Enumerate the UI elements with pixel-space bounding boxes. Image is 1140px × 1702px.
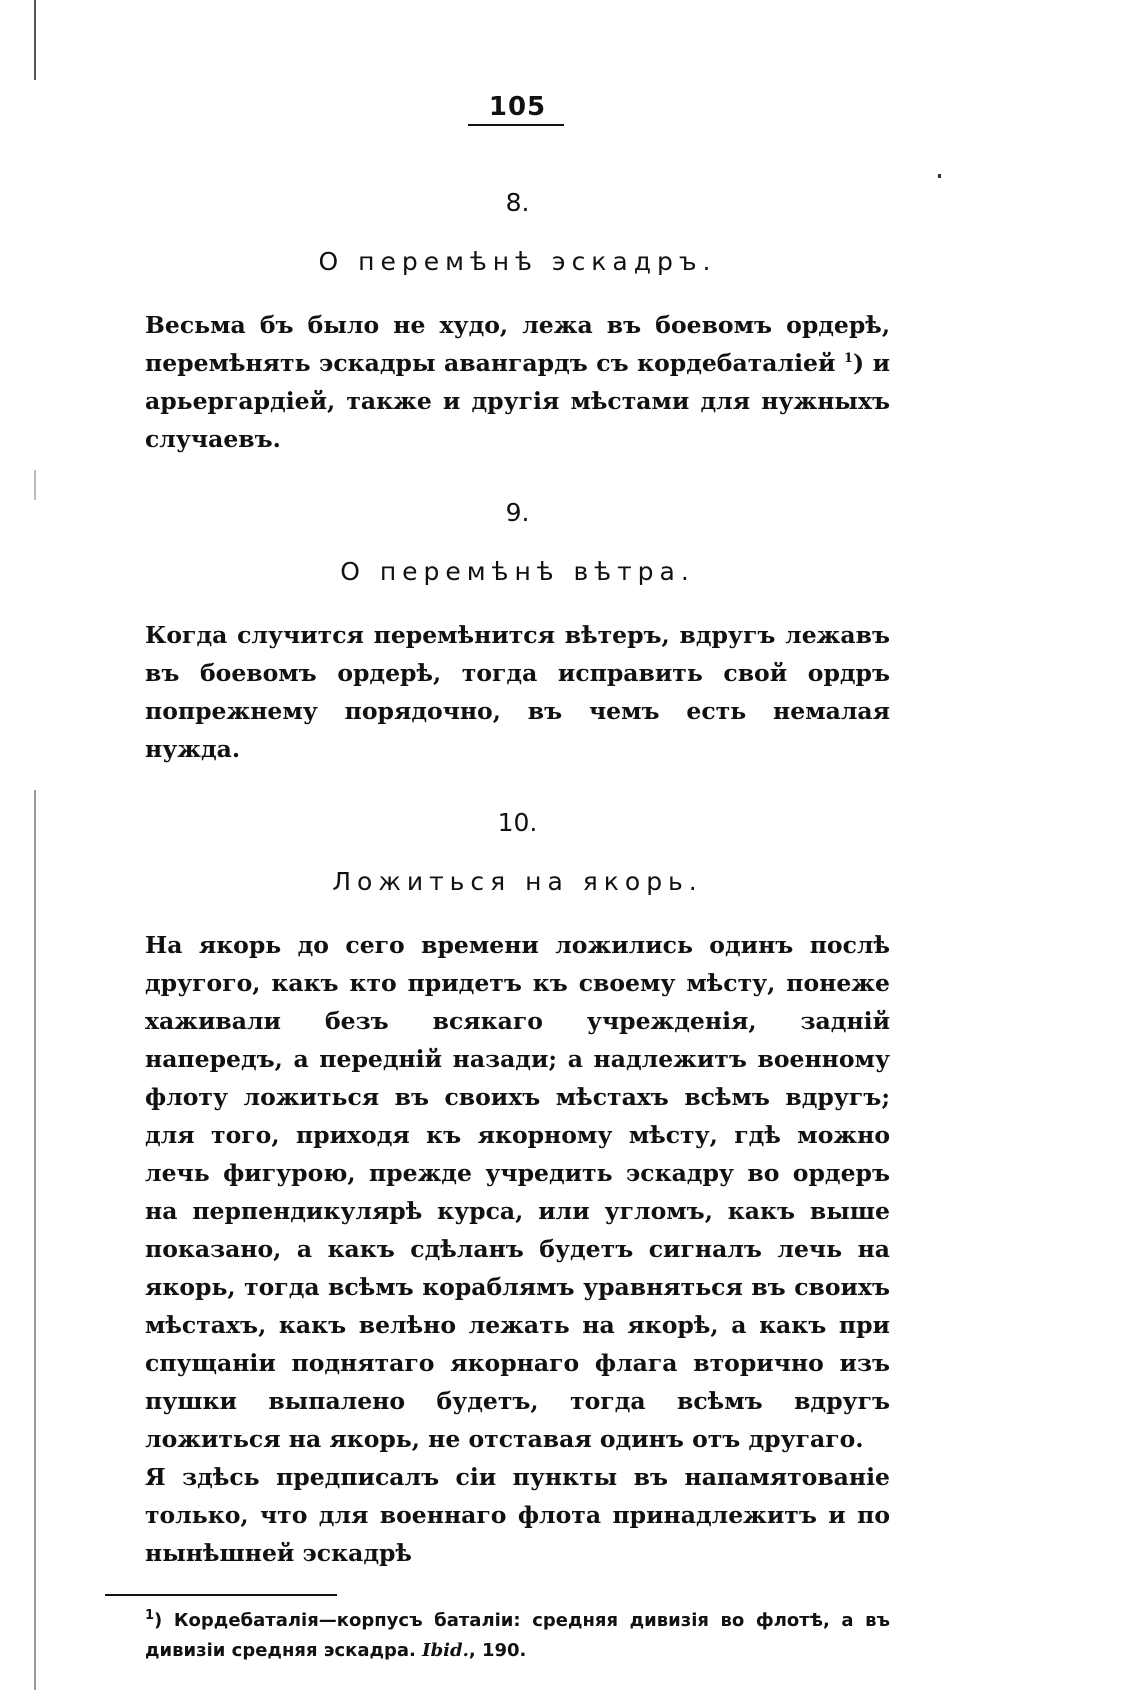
footnote-source: Ibid. (422, 1640, 469, 1661)
section-8-paragraph (145, 306, 890, 458)
book-page (145, 92, 890, 1666)
section-9-title: О перемѣнѣ вѣтра. (340, 557, 695, 586)
footnote-reference[interactable]: 1 (843, 351, 853, 367)
footnote-page: , 190. (468, 1640, 527, 1661)
section-10-number: 10. (497, 808, 538, 837)
scan-edge-mark (34, 470, 36, 500)
paragraph-text: ) и арьергардіей, также и другія мѣстами для нужныхъ случаевъ. (145, 349, 890, 453)
section-8-title: О перемѣнѣ эскадръ. (318, 247, 717, 276)
footnote-rule (105, 1594, 337, 1596)
section-10-title: Ложиться на якорь. (332, 867, 703, 896)
page-number-rule (468, 124, 564, 126)
footnote-mark: 1 (145, 1608, 155, 1623)
section-8-number: 8. (505, 188, 530, 217)
section-9-number: 9. (505, 498, 530, 527)
section-9-paragraph: Когда случится перемѣнится вѣтеръ, вдругъ лежавъ въ боевомъ ордерѣ, тогда исправить свой ордръ попрежнему порядочно, въ чемъ есть немалая нужда. (145, 621, 890, 763)
footnote-text: ) Кордебаталія—корпусъ баталіи: средняя дивизія во флотѣ, а въ дивизіи средняя эскадра. (145, 1610, 890, 1661)
page-number: 105 (488, 92, 547, 122)
scan-edge-mark (34, 0, 36, 80)
paragraph-text: Весьма бъ было не худо, лежа въ боевомъ ордерѣ, перемѣнять эскадры авангардъ съ кордебаталіей (145, 311, 890, 377)
footnote (145, 1606, 890, 1666)
section-10-paragraph-2: Я здѣсь предписалъ сіи пункты въ напамятованіе только, что для военнаго флота принадлежитъ и по нынѣшней эскадрѣ (145, 1463, 890, 1567)
scan-speck (938, 174, 941, 178)
section-10-paragraph: На якорь до сего времени ложились одинъ послѣ другого, какъ кто придетъ къ своему мѣсту, понеже хаживали безъ всякаго учрежденія, задній напередъ, а передній назади; а надлежитъ военному флоту ложиться въ своихъ мѣстахъ всѣмъ вдругъ; для того, приходя къ якорному мѣсту, гдѣ можно лечь фигурою, прежде учредить эскадру во ордеръ на перпендикулярѣ курса, или угломъ, какъ выше показано, а какъ сдѣланъ будетъ сигналъ лечь на якорь, тогда всѣмъ кораблямъ уравняться въ своихъ мѣстахъ, какъ велѣно лежать на якорѣ, а какъ при спущаніи поднятаго якорнаго флага вторично изъ пушки выпалено будетъ, тогда всѣмъ вдругъ ложиться на якорь, не отставая одинъ отъ другаго. (145, 931, 890, 1453)
scan-edge-mark (34, 790, 36, 1690)
